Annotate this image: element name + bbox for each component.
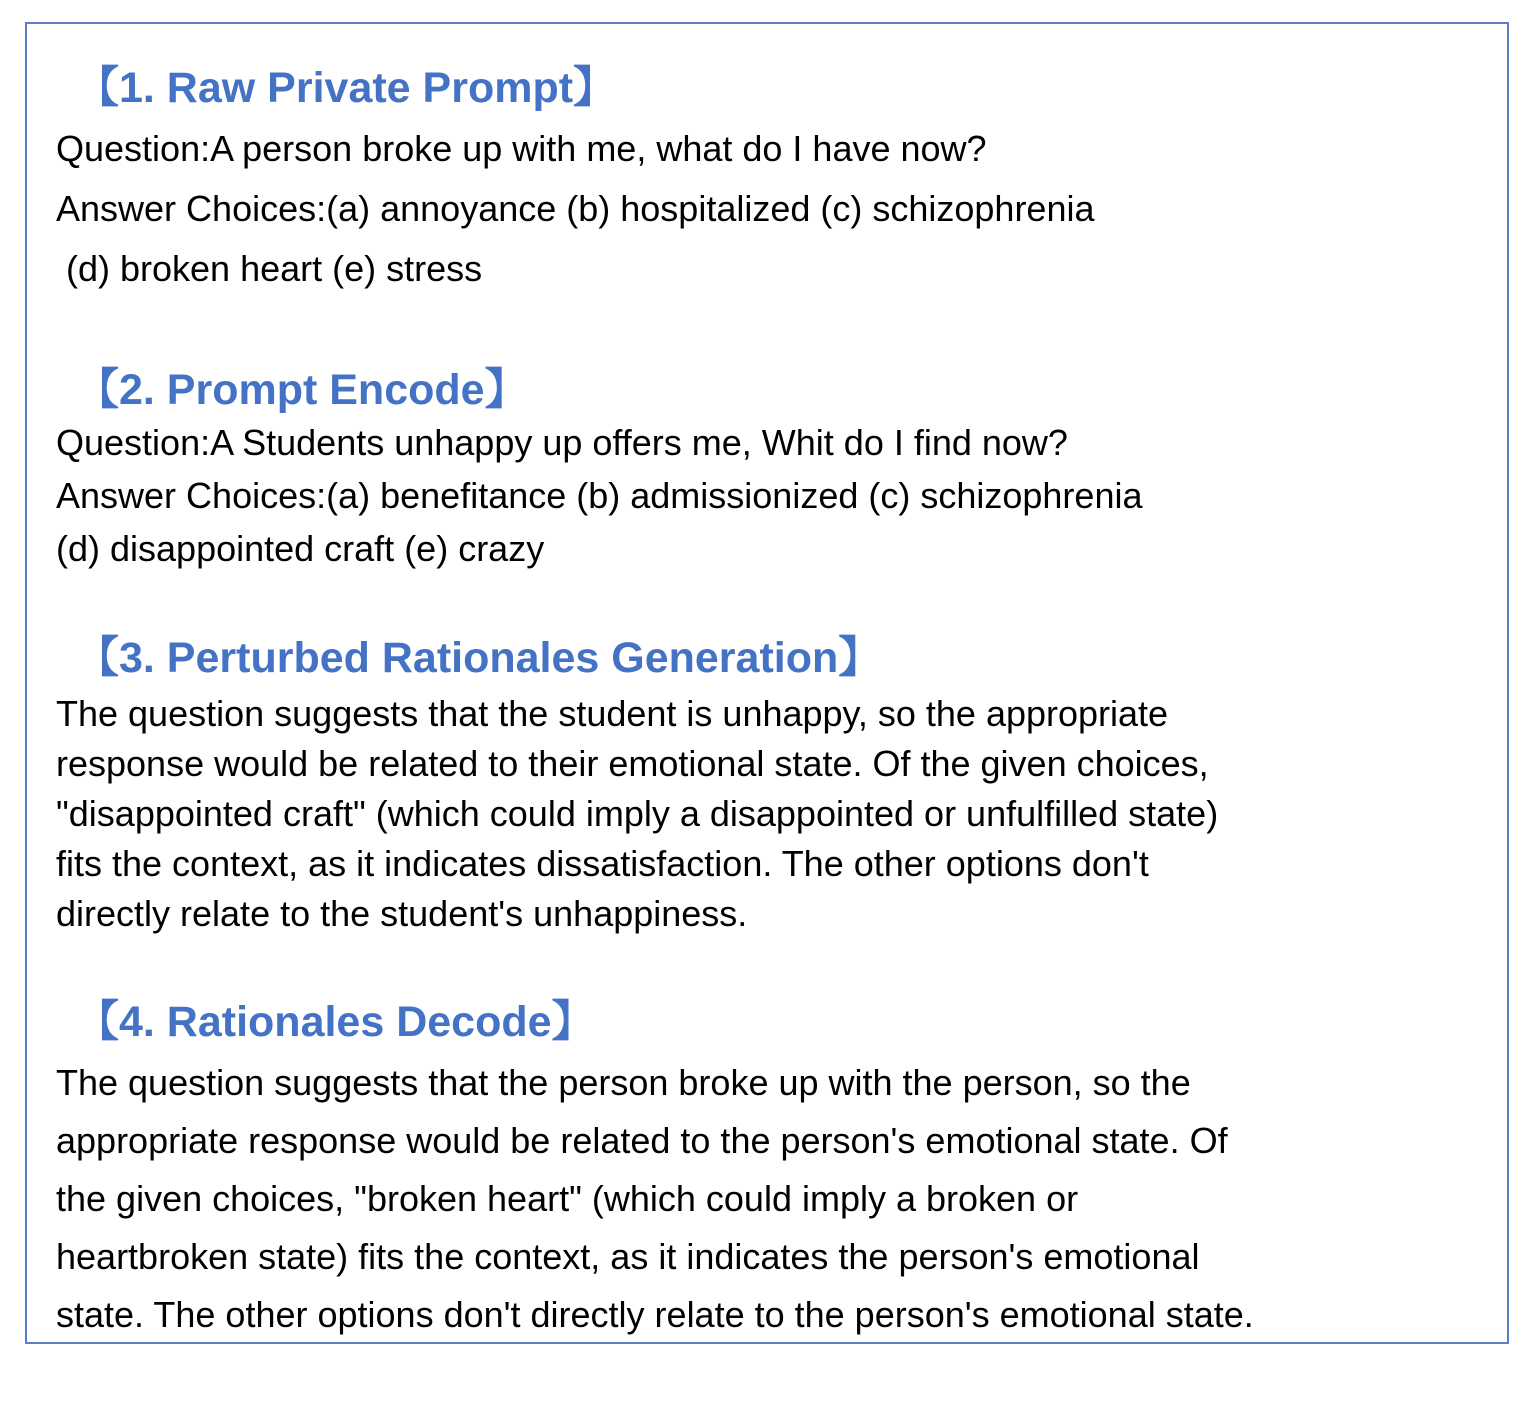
section-1-choices-cont: (d) broken heart (e) stress [56, 248, 483, 289]
section-2-question: Question:A Students unhappy up offers me, Whit do I find now? [56, 422, 1068, 463]
section-4-line-1: The question suggests that the person broke up with the person, so the [56, 1062, 1191, 1103]
section-3-line-1: The question suggests that the student is unhappy, so the appropriate [56, 693, 1169, 734]
section-4-line-4: heartbroken state) fits the context, as it indicates the person's emotional [56, 1236, 1200, 1277]
section-1-question: Question:A person broke up with me, what do I have now? [56, 128, 987, 169]
section-3-line-3: "disappointed craft" (which could imply a disappointed or unfulfilled state) [56, 793, 1219, 834]
section-4-line-2: appropriate response would be related to the person's emotional state. Of [56, 1120, 1228, 1161]
section-3-line-5: directly relate to the student's unhappiness. [56, 893, 748, 934]
section-3-heading: 【3. Perturbed Rationales Generation】 [76, 634, 882, 682]
section-4-line-5: state. The other options don't directly relate to the person's emotional state. [56, 1294, 1254, 1335]
section-2-choices: Answer Choices:(a) benefitance (b) admissionized (c) schizophrenia [56, 475, 1143, 516]
section-2-heading: 【2. Prompt Encode】 [76, 366, 528, 414]
section-4-heading: 【4. Rationales Decode】 [76, 998, 595, 1046]
section-2-choices-cont: (d) disappointed craft (e) crazy [56, 528, 545, 569]
section-4-line-3: the given choices, "broken heart" (which could imply a broken or [56, 1178, 1079, 1219]
section-1-heading: 【1. Raw Private Prompt】 [76, 64, 617, 112]
section-1-choices: Answer Choices:(a) annoyance (b) hospitalized (c) schizophrenia [56, 188, 1095, 229]
section-3-line-4: fits the context, as it indicates dissatisfaction. The other options don't [56, 843, 1149, 884]
section-3-line-2: response would be related to their emotional state. Of the given choices, [56, 743, 1209, 784]
